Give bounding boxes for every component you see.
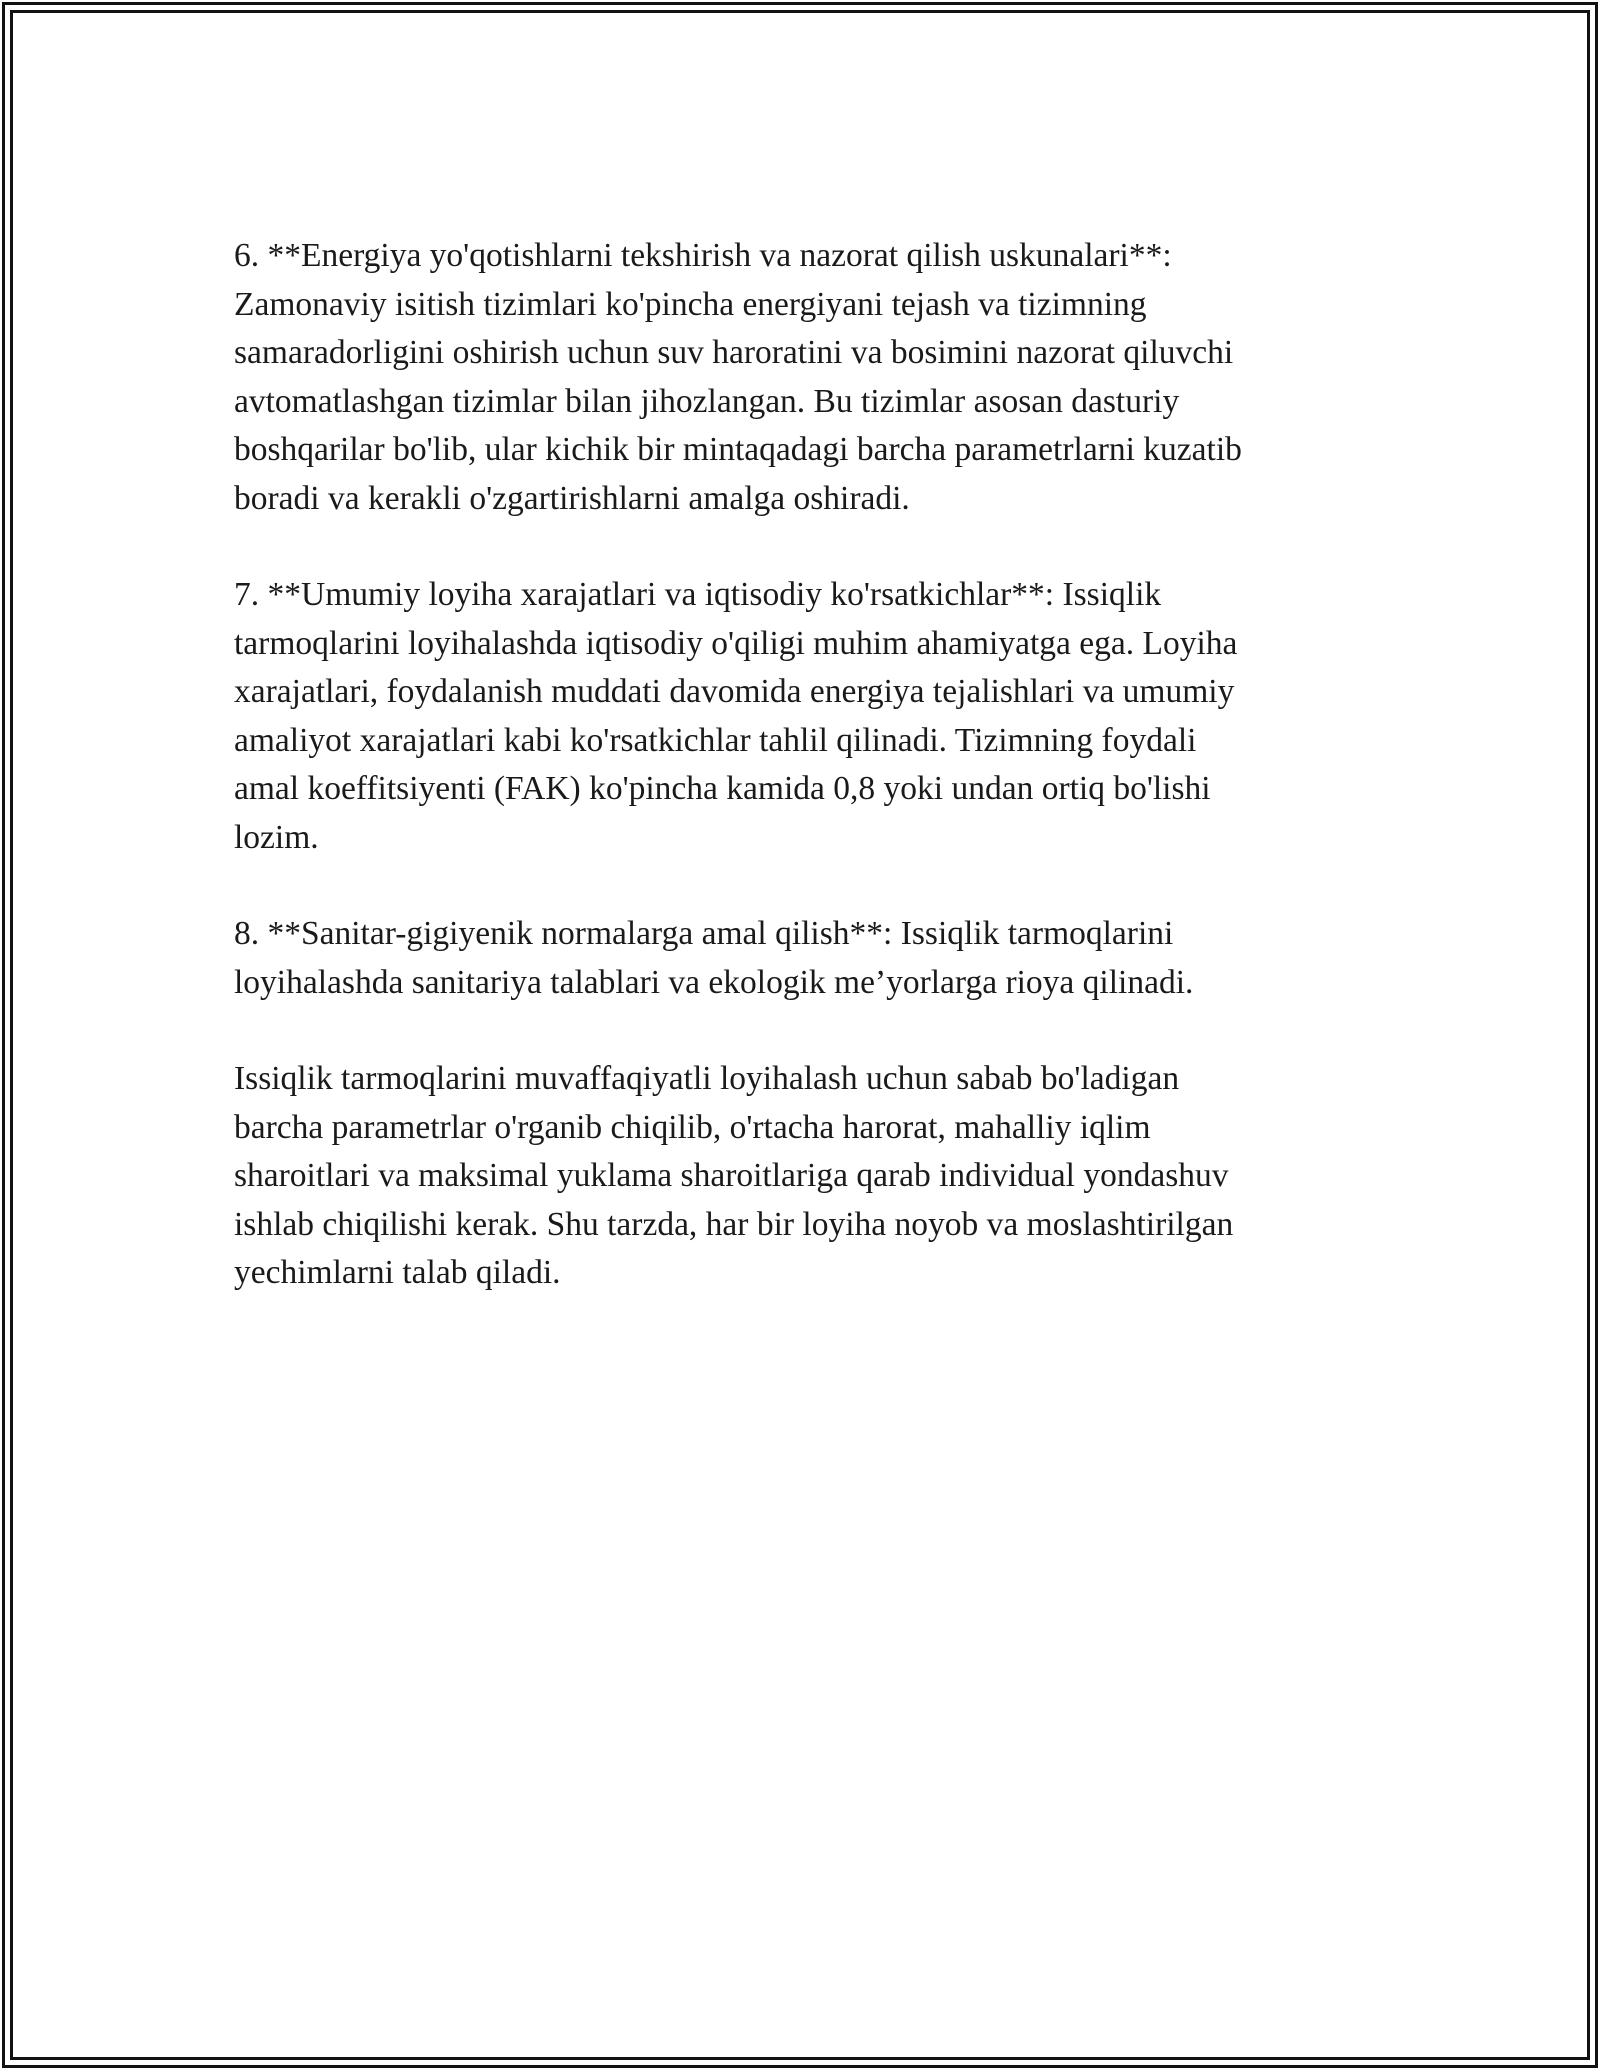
paragraph-8-sanitary-norms: 8. **Sanitar-gigiyenik normalarga amal qilish**: Issiqlik tarmoqlarini loyihalashda sanitariya talablari va ekologik me’yorlarga rioya qilinadi. (234, 915, 1194, 1001)
document-body (234, 232, 1364, 1298)
paragraph-7-project-costs: 7. **Umumiy loyiha xarajatlari va iqtisodiy ko'rsatkichlar**: Issiqlik tarmoqlarini loyihalashda iqtisodiy o'qiligi muhim ahamiyatga ega. Loyiha xarajatlari, foydalanish muddati davomida energiya tejalishlari va umumiy amaliyot xarajatlari kabi ko'rsatkichlar tahlil qilinadi. Tizimning foydali amal koeffitsiyenti (FAK) ko'pincha kamida 0,8 yoki undan ortiq bo'lishi lozim. (234, 576, 1238, 856)
paragraph-conclusion: Issiqlik tarmoqlarini muvaffaqiyatli loyihalash uchun sabab bo'ladigan barcha parametrlar o'rganib chiqilib, o'rtacha harorat, mahalliy iqlim sharoitlari va maksimal yuklama sharoitlariga qarab individual yondashuv ishlab chiqilishi kerak. Shu tarzda, har bir loyiha noyob va moslashtirilgan yechimlarni talab qiladi. (234, 1060, 1234, 1291)
paragraph-6-energy-loss-control: 6. **Energiya yo'qotishlarni tekshirish va nazorat qilish uskunalari**: Zamonaviy isitish tizimlari ko'pincha energiyani tejash va tizimning samaradorligini oshirish uchun suv haroratini va bosimini nazorat qiluvchi avtomatlashgan tizimlar bilan jihozlangan. Bu tizimlar asosan dasturiy boshqarilar bo'lib, ular kichik bir mintaqadagi barcha parametrlarni kuzatib boradi va kerakli o'zgartirishlarni amalga oshiradi. (234, 237, 1242, 517)
